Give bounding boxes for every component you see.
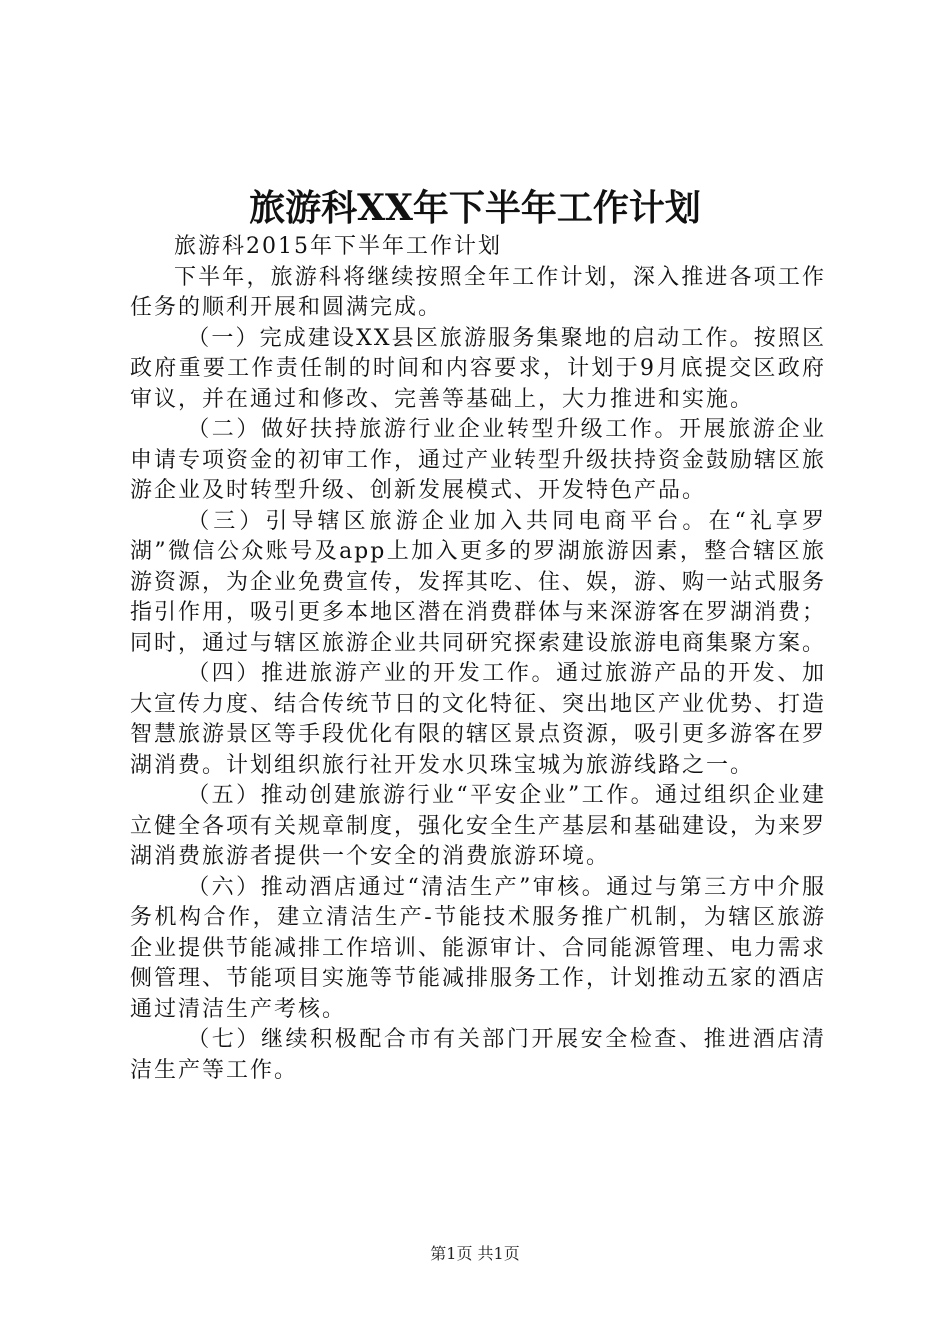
- page-number-footer: 第1页 共1页: [430, 1244, 520, 1263]
- plan-item-2: （二）做好扶持旅游行业企业转型升级工作。开展旅游企业申请专项资金的初审工作，通过产业转型升级扶持资金鼓励辖区旅游企业及时转型升级、创新发展模式、开发特色产品。: [130, 417, 827, 503]
- plan-item-7: （七）继续积极配合市有关部门开展安全检查、推进酒店清洁生产等工作。: [130, 1027, 826, 1083]
- plan-item-3: （三）引导辖区旅游企业加入共同电商平台。在“礼享罗湖”微信公众账号及app上加入更多的罗湖旅游因素，整合辖区旅游资源，为企业免费宣传，发挥其吃、住、娱，游、购一站式服务指引作用，吸引更多本地区潜在消费群体与来深游客在罗湖消费；同时，通过与辖区旅游企业共同研究探索建设旅游电商集聚方案。: [130, 508, 827, 656]
- plan-item-4: （四）推进旅游产业的开发工作。通过旅游产品的开发、加大宣传力度、结合传统节日的文化特征、突出地区产业优势、打造智慧旅游景区等手段优化有限的辖区景点资源，吸引更多游客在罗湖消费。计划组织旅行社开发水贝珠宝城为旅游线路之一。: [130, 661, 827, 778]
- document-title: 旅游科XX年下半年工作计划: [249, 187, 701, 229]
- plan-item-1: （一）完成建设XX县区旅游服务集聚地的启动工作。按照区政府重要工作责任制的时间和内容要求，计划于9月底提交区政府审议，并在通过和修改、完善等基础上，大力推进和实施。: [130, 325, 826, 412]
- plan-item-6: （六）推动酒店通过“清洁生产”审核。通过与第三方中介服务机构合作，建立清洁生产-节能技术服务推广机制，为辖区旅游企业提供节能减排工作培训、能源审计、合同能源管理、电力需求侧管理、节能项目实施等节能减排服务工作，计划推动五家的酒店通过清洁生产考核。: [130, 874, 827, 1022]
- plan-item-5: （五）推动创建旅游行业“平安企业”工作。通过组织企业建立健全各项有关规章制度，强化安全生产基层和基础建设，为来罗湖消费旅游者提供一个安全的消费旅游环境。: [130, 783, 827, 869]
- intro-paragraph: 下半年，旅游科将继续按照全年工作计划，深入推进各项工作任务的顺利开展和圆满完成。: [130, 264, 826, 320]
- document-subtitle: 旅游科2015年下半年工作计划: [174, 234, 502, 259]
- document-body: [130, 232, 826, 1086]
